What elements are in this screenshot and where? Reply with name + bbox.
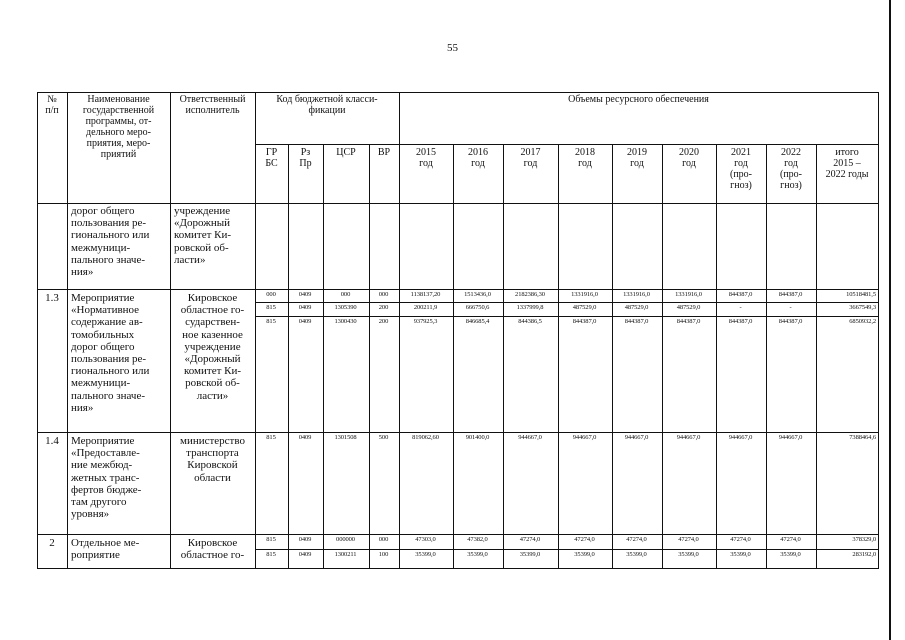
header-year-2020: 2020 год (679, 147, 699, 169)
table-cell: 1337999,8 (516, 304, 544, 311)
continued-responsible: учреждение «Дорожный комитет Ки- ровской об- ласти» (174, 205, 232, 266)
table-cell: 47303,0 (415, 536, 436, 543)
table-cell: 937925,3 (413, 318, 438, 325)
item-2-number: 2 (49, 537, 55, 549)
table-cell: 944667,0 (518, 434, 542, 441)
item-1-4-number: 1.4 (45, 435, 59, 447)
table-cell: 487529,0 (676, 304, 701, 311)
continued-name: дорог общего пользования ре- гионального или межмуници- пального значе- ния» (71, 205, 150, 279)
header-rzpr: Рз Пр (299, 147, 312, 169)
table-cell: 000000 (336, 536, 355, 543)
header-responsible: Ответственный исполнитель (179, 94, 246, 116)
item-1-3-number: 1.3 (45, 292, 59, 304)
table-cell: 000 (378, 536, 389, 543)
table-cell: 283192,0 (852, 551, 876, 558)
table-cell: 35399,0 (730, 551, 751, 558)
table-cell: 35399,0 (626, 551, 647, 558)
table-cell: 815 (266, 536, 276, 543)
table-cell: 487529,0 (572, 304, 597, 311)
table-cell: 200 (378, 304, 389, 311)
item-1-3-responsible: Кировское областное го- сударствен- ное казенное учреждение «Дорожный комитет Ки- ровской об- ласти» (180, 292, 245, 402)
table-cell: 000 (340, 291, 351, 298)
table-cell: 200211,9 (413, 304, 438, 311)
table-cell: 844387,0 (624, 318, 649, 325)
table-cell: 0409 (298, 536, 312, 543)
table-cell: 35399,0 (780, 551, 801, 558)
header-year-2022: 2022 год (про- гноз) (779, 147, 802, 191)
table-cell: 35399,0 (574, 551, 595, 558)
table-cell: 500 (378, 434, 389, 441)
item-2-responsible: Кировское областное го- (180, 537, 245, 562)
table-cell: 47274,0 (626, 536, 647, 543)
table-cell: 844387,0 (572, 318, 597, 325)
header-year-2018: 2018 год (575, 147, 595, 169)
header-total: итого 2015 – 2022 годы (825, 147, 869, 180)
item-1-3-name: Мероприятие «Нормативное содержание ав- томобильных дорог общего пользования ре- гионального или межмуници- пального значе- ния» (71, 292, 150, 414)
header-no: № п/п (45, 94, 59, 116)
table-cell: 1513436,0 (464, 291, 491, 298)
table-cell: 1331916,0 (571, 291, 598, 298)
table-cell: 3667549,3 (849, 304, 876, 311)
table-cell: 944667,0 (624, 434, 649, 441)
table-cell: 901400,0 (465, 434, 490, 441)
table-cell: 487529,0 (624, 304, 649, 311)
header-csr: ЦСР (336, 147, 356, 158)
table-cell: - (739, 304, 742, 311)
table-cell: 47274,0 (780, 536, 801, 543)
table-cell: 1305390 (334, 304, 357, 311)
page-number: 55 (447, 42, 458, 54)
table-cell: 35399,0 (678, 551, 699, 558)
table-cell: 815 (266, 304, 276, 311)
item-1-4-name: Мероприятие «Предоставле- ние межбюд- жетных транс- фертов бюдже- там другого уровня» (71, 435, 142, 521)
table-cell: 815 (266, 318, 276, 325)
header-volumes: Объемы ресурсного обеспечения (568, 94, 709, 105)
table-cell: 844386,5 (518, 318, 542, 325)
table-cell: 666750,6 (465, 304, 490, 311)
table-cell: 200 (378, 318, 389, 325)
table-cell: 0409 (298, 291, 312, 298)
table-cell: 0409 (298, 304, 312, 311)
header-year-2017: 2017 год (520, 147, 541, 169)
table-cell: 1331916,0 (623, 291, 650, 298)
table-cell: 844387,0 (728, 291, 753, 298)
table-cell: 819062,60 (412, 434, 439, 441)
table-cell: 1300211 (334, 551, 357, 558)
table-cell: 815 (266, 434, 276, 441)
item-1-4-responsible: министерство транспорта Кировской области (179, 435, 245, 484)
table-cell: 0409 (298, 551, 312, 558)
table-cell: 944667,0 (778, 434, 803, 441)
table-cell: 35399,0 (415, 551, 436, 558)
header-budget-code: Код бюджетной класси- фикации (276, 94, 378, 116)
table-cell: 846685,4 (465, 318, 490, 325)
header-name: Наименование государственной программы, от- дельного меро- приятия, меро- приятий (82, 94, 155, 160)
table-cell: 378329,0 (852, 536, 876, 543)
header-year-2016: 2016 год (468, 147, 488, 169)
table-cell: 944667,0 (676, 434, 701, 441)
header-grbs: ГР БС (265, 147, 278, 169)
table-cell: 47382,0 (467, 536, 488, 543)
table-cell: 47274,0 (730, 536, 751, 543)
table-cell: 10518481,5 (846, 291, 876, 298)
table-cell: 1138137,20 (410, 291, 441, 298)
table-cell: - (789, 304, 792, 311)
table-cell: 0409 (298, 318, 312, 325)
header-year-2021: 2021 год (про- гноз) (729, 147, 752, 191)
table-cell: 1300430 (334, 318, 357, 325)
table-cell: 844387,0 (778, 318, 803, 325)
table-cell: 6850932,2 (849, 318, 876, 325)
table-cell: 2182386,30 (515, 291, 545, 298)
table-cell: 35399,0 (519, 551, 541, 558)
table-cell: 000 (266, 291, 276, 298)
table-cell: 100 (378, 551, 389, 558)
table-cell: 47274,0 (519, 536, 541, 543)
table-cell: 1301508 (334, 434, 357, 441)
table-cell: 815 (266, 551, 276, 558)
table-cell: 47274,0 (678, 536, 699, 543)
header-vr: ВР (377, 147, 391, 158)
table-cell: 844387,0 (676, 318, 701, 325)
table-cell: 0409 (298, 434, 312, 441)
item-2-name: Отдельное ме- роприятие (71, 537, 140, 562)
table-cell: 944667,0 (728, 434, 753, 441)
header-year-2015: 2015 год (416, 147, 436, 169)
table-cell: 47274,0 (574, 536, 595, 543)
table-cell: 7388464,6 (849, 434, 876, 441)
table-cell: 1331916,0 (675, 291, 702, 298)
table-cell: 000 (378, 291, 389, 298)
header-year-2019: 2019 год (627, 147, 647, 169)
table-cell: 844387,0 (778, 291, 803, 298)
table-cell: 35399,0 (467, 551, 488, 558)
table-cell: 944667,0 (572, 434, 597, 441)
table-cell: 844387,0 (728, 318, 753, 325)
